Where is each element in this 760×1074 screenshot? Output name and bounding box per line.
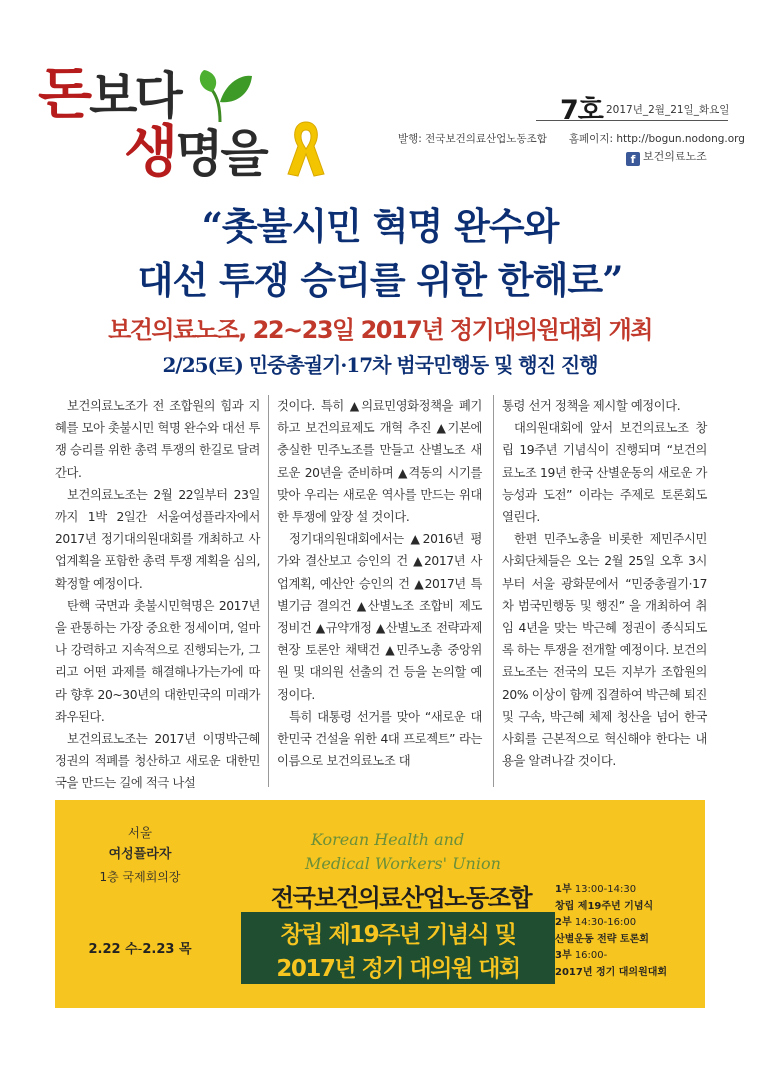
- schedule-item: [555, 948, 700, 965]
- column-divider: [493, 395, 494, 787]
- schedule-time: 14:30-16:00: [574, 917, 637, 928]
- article-paragraph: 특히 대통령 선거를 맞아 “새로운 대한민국 건설을 위한 4대 프로젝트” 라는 이름으로 보건의료노조 대: [277, 709, 482, 769]
- schedule-time: 16:00-: [574, 950, 608, 961]
- issue-number: 7호: [560, 95, 603, 126]
- english-line1: Korean Health and: [311, 830, 465, 849]
- masthead-divider: [536, 120, 728, 121]
- banner-org-name: 전국보건의료산업노동조합: [270, 884, 532, 912]
- banner-english-name: [305, 828, 501, 876]
- article-body: [55, 395, 710, 795]
- article-paragraph: 대의원대회에 앞서 보건의료노조 창립 19주년 기념식이 진행되며 “보건의료노조 19년 한국 산별운동의 새로운 가능성과 도전” 이라는 주제로 토론회도 열린다.: [502, 421, 707, 525]
- date-start: 2.22 수: [88, 942, 138, 957]
- venue-room: 1층 국제회의장: [99, 870, 181, 884]
- banner-venue: [55, 822, 225, 888]
- article-column-3: [502, 395, 707, 772]
- article-paragraph: 통령 선거 정책을 제시할 예정이다.: [502, 399, 681, 413]
- schedule-event: 산별운동 전략 토론회: [555, 933, 649, 945]
- logo-line2: [124, 108, 266, 188]
- article-paragraph: 보건의료노조가 전 조합원의 힘과 지혜를 모아 촛불시민 혁명 완수와 대선 투쟁 승리를 위한 총력 투쟁의 한길로 달려간다.: [55, 399, 260, 480]
- logo-line1-rest: 보다: [89, 66, 180, 125]
- schedule-event: 2017년 정기 대의원대회: [555, 966, 668, 978]
- schedule-label: 3부: [555, 950, 572, 961]
- banner-title-box: [241, 912, 555, 984]
- schedule-time: 13:00-14:30: [574, 884, 637, 895]
- facebook-label: 보건의료노조: [643, 150, 707, 163]
- event-banner: [55, 800, 705, 1008]
- logo-line2-big: 생: [124, 119, 176, 185]
- subheadline-red: 보건의료노조, 22~23일 2017년 정기대의원대회 개최: [108, 316, 652, 344]
- headline-line2: 대선 투쟁 승리를 위한 한해로”: [137, 258, 623, 302]
- schedule-event: 창립 제19주년 기념식: [555, 900, 654, 912]
- article-paragraph: 보건의료노조는 2017년 이명박근혜 정권의 적폐를 청산하고 새로운 대한민국을 만드는 길에 적극 나설: [55, 732, 260, 791]
- issue-date: 2017년_2월_21일_화요일: [606, 104, 730, 116]
- schedule-item: [555, 915, 700, 932]
- logo-line1-big: 돈: [38, 61, 90, 127]
- english-line2: Medical Workers' Union: [305, 854, 501, 873]
- schedule-label: 1부: [555, 884, 572, 895]
- article-column-2: [277, 395, 482, 772]
- banner-title-line1: 창립 제19주년 기념식 및: [280, 922, 516, 948]
- date-end: 2.23 목: [142, 942, 192, 957]
- schedule-label: 2부: [555, 917, 572, 928]
- facebook-link[interactable]: [626, 148, 707, 166]
- article-paragraph: 한편 민주노총을 비롯한 제민주시민사회단체들은 오는 2월 25일 오후 3시부터 서울 광화문에서 “민중총궐기·17차 범국민행동 및 행진” 을 개최하여 취임 4년을 맞는 박근혜 정권이 종식되도록 하는 투쟁을 전개할 예정이다. 보건의료노조는 전국의 모든 지부가 조합원의 20% 이상이 함께 집결하여 박근혜 퇴진 및 구속, 박근혜 체제 청산을 넘어 한국사회를 근본적으로 혁신해야 한다는 내용을 알려나갈 것이다.: [502, 532, 707, 769]
- date-separator: -: [137, 942, 143, 957]
- subheadline-blue: 2/25(토) 민중총궐기·17차 범국민행동 및 행진 진행: [162, 353, 598, 377]
- homepage-link[interactable]: 홈페이지: http://bogun.nodong.org: [568, 133, 745, 145]
- schedule-item: [555, 882, 700, 899]
- article-paragraph: 탄핵 국면과 촛불시민혁명은 2017년을 관통하는 가장 중요한 정세이며, 얼마나 강력하고 지속적으로 진행되는가, 그리고 어떤 과제를 해결해나가는가에 따라 향후 20~30년의 대한민국의 미래가 좌우된다.: [55, 598, 260, 724]
- banner-title-line2: 2017년 정기 대의원 대회: [276, 956, 520, 982]
- article-paragraph: 것이다. 특히 ▲의료민영화정책을 폐기하고 보건의료제도 개혁 추진 ▲기본에 충실한 민주노조를 만들고 산별노조 새로운 20년을 준비하며 ▲격동의 시기를 맞아 우리는 새로운 역사를 만드는 위대한 투쟁에 앞장 설 것이다.: [277, 399, 482, 525]
- facebook-icon: f: [626, 152, 640, 166]
- banner-dates: [55, 938, 225, 957]
- article-column-1: [55, 395, 260, 795]
- logo-line2-rest: 명을: [175, 124, 266, 183]
- venue-city: 서울: [127, 825, 153, 840]
- venue-name: 여성플라자: [108, 847, 172, 862]
- publisher-info: [398, 131, 745, 146]
- masthead-logo: [38, 46, 328, 185]
- article-paragraph: 보건의료노조는 2월 22일부터 23일까지 1박 2일간 서울여성플라자에서 2017년 정기대의원대회를 개최하고 사업계획을 포함한 총력 투쟁 계획을 심의, 확정할 예정이다.: [55, 487, 260, 591]
- headline-line1: “촛불시민 혁명 완수와: [201, 204, 559, 248]
- publisher-name: 발행: 전국보건의료산업노동조합: [398, 133, 547, 145]
- article-paragraph: 정기대의원대회에서는 ▲2016년 평가와 결산보고 승인의 건 ▲2017년 사업계획, 예산안 승인의 건 ▲2017년 특별기금 결의건 ▲산별노조 조합비 제도 정비건 ▲규약개정 ▲산별노조 전략과제 현장 토론안 채택건 ▲민주노총 중앙위원 및 대의원 선출의 건 등을 논의할 예정이다.: [277, 532, 482, 702]
- column-divider: [268, 395, 269, 787]
- banner-schedule: [555, 882, 700, 981]
- yellow-ribbon-icon: [284, 118, 328, 178]
